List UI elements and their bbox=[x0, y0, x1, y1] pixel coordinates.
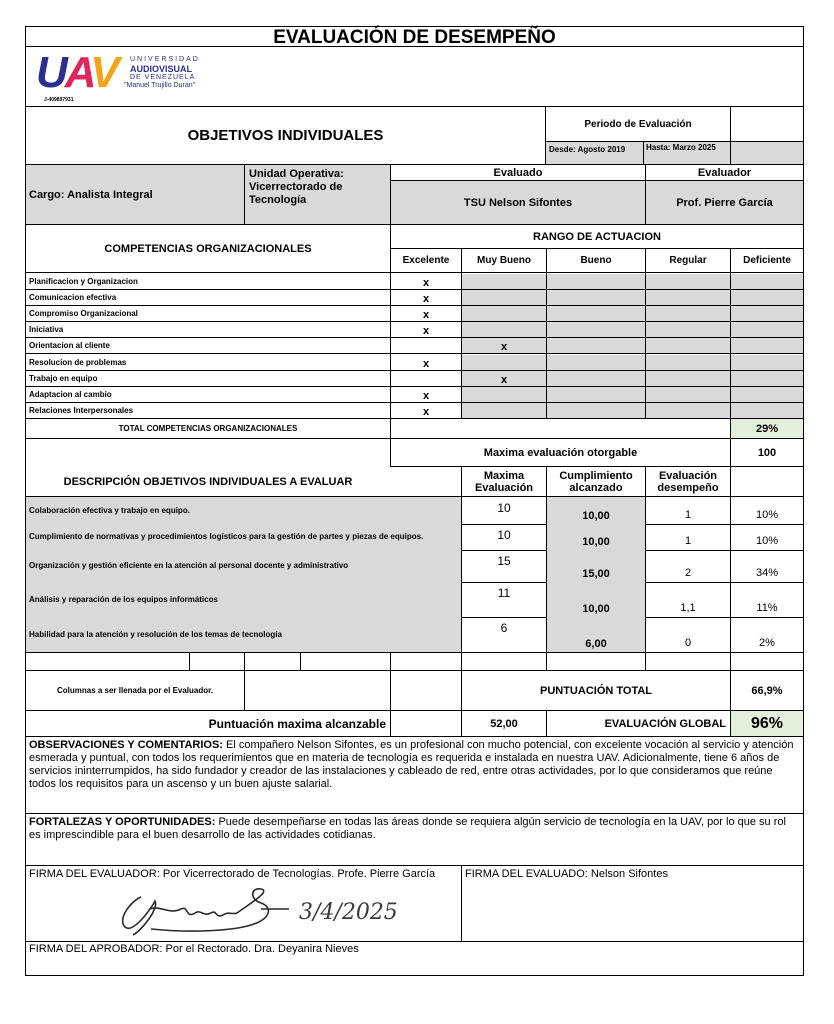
objetivo-porcentaje: 11% bbox=[756, 602, 778, 614]
observaciones-block bbox=[29, 739, 799, 809]
logo-line2: AUDIOVISUAL bbox=[130, 64, 193, 74]
col-evaluacion-desempeno: Evaluación desempeño bbox=[657, 469, 719, 494]
competencia-cell bbox=[731, 290, 803, 305]
objetivo-max: 6 bbox=[500, 621, 508, 635]
objetivo-desc: Colaboración efectiva y trabajo en equipo. bbox=[26, 497, 461, 524]
objetivo-evaluacion: 1 bbox=[684, 509, 692, 521]
observaciones-text: El compañero Nelson Sifontes, es un profesional con mucho potencial, con excelente vocación al servicio y atención esmerada y puntual, con todos los requerimientos que en materia de tecnología es requerida e instalada en nuestra UAV. Adicionalmente, tiene 6 años de servicios ininterrumpidos, ha sido fundador y creador de las instalaciones y cableado de red, entre otras actividades, por lo que consideramos que reúne todos los requisitos para un ascenso y un buen ajuste salarial. bbox=[29, 739, 794, 790]
competencia-cell bbox=[731, 338, 803, 353]
objetivo-porcentaje: 34% bbox=[755, 567, 779, 579]
total-competencias-label: TOTAL COMPETENCIAS ORGANIZACIONALES bbox=[118, 424, 298, 433]
mark-muy-bueno: x bbox=[500, 341, 508, 353]
unidad-operativa: Unidad Operativa: Vicerrectorado de Tecnología bbox=[245, 165, 390, 224]
evaluation-form bbox=[25, 26, 804, 976]
competencia-row bbox=[26, 370, 803, 386]
maxima-otorgable-value: 100 bbox=[757, 446, 777, 459]
objetivos-heading: OBJETIVOS INDIVIDUALES bbox=[187, 127, 384, 144]
competencia-cell bbox=[731, 306, 803, 321]
periodo-desde: Desde: Agosto 2019 bbox=[546, 142, 643, 164]
objetivo-max: 10 bbox=[497, 528, 511, 542]
competencia-name: Adaptacion al cambio bbox=[29, 389, 112, 399]
col-cumplimiento: Cumplimiento alcanzado bbox=[559, 469, 633, 494]
mark-muy-bueno: x bbox=[500, 374, 508, 386]
evaluacion-global-value: 96% bbox=[731, 711, 803, 736]
competencia-row bbox=[26, 354, 803, 370]
competencia-cell bbox=[731, 274, 803, 289]
competencia-name: Trabajo en equipo bbox=[29, 373, 98, 383]
objetivo-evaluacion: 1 bbox=[684, 535, 692, 547]
competencia-cell bbox=[547, 387, 645, 402]
evaluador-name: Prof. Pierre García bbox=[646, 181, 803, 224]
competencia-cell bbox=[547, 338, 645, 353]
fortalezas-label: FORTALEZAS Y OPORTUNIDADES: bbox=[29, 816, 216, 828]
objetivo-row bbox=[26, 550, 803, 582]
objetivo-cumplimiento: 10,00 bbox=[547, 497, 645, 524]
firma-evaluador: FIRMA DEL EVALUADOR: Por Vicerrectorado de Tecnologías. Profe. Pierre García bbox=[29, 868, 436, 880]
logo-line3: DE VENEZUELA bbox=[130, 74, 196, 81]
competencia-cell bbox=[646, 322, 730, 337]
mark-excelente: x bbox=[422, 277, 430, 289]
competencia-name: Comunicacion efectiva bbox=[29, 292, 117, 302]
rango-actuacion: RANGO DE ACTUACION bbox=[533, 230, 661, 243]
competencia-cell bbox=[547, 290, 645, 305]
competencia-row bbox=[26, 289, 803, 305]
mark-excelente: x bbox=[422, 406, 430, 418]
col-maxima-evaluacion: Maxima Evaluación bbox=[474, 469, 534, 494]
fortalezas-block bbox=[29, 816, 799, 856]
periodo-hasta: Hasta: Marzo 2025 bbox=[644, 142, 730, 164]
mark-excelente: x bbox=[422, 390, 430, 402]
competencia-cell bbox=[731, 387, 803, 402]
col-excelente: Excelente bbox=[402, 255, 450, 266]
objetivo-desc: Análisis y reparación de los equipos informáticos bbox=[26, 582, 461, 617]
objetivo-row bbox=[26, 617, 803, 652]
puntuacion-total-value: 66,9% bbox=[751, 684, 783, 697]
competencia-cell bbox=[547, 371, 645, 386]
periodo-empty bbox=[731, 142, 803, 164]
competencia-cell bbox=[646, 371, 730, 386]
competencia-cell bbox=[646, 387, 730, 402]
competencia-name: Orientacion al cliente bbox=[29, 340, 110, 350]
logo-rif: J-409897931 bbox=[44, 97, 74, 103]
competencia-cell bbox=[547, 355, 645, 370]
competencia-row bbox=[26, 337, 803, 353]
objetivo-row bbox=[26, 524, 803, 550]
competencia-name: Iniciativa bbox=[29, 324, 64, 334]
competencia-name: Relaciones Interpersonales bbox=[29, 405, 134, 415]
competencia-row bbox=[26, 386, 803, 402]
competencia-cell bbox=[646, 403, 730, 418]
total-competencias-value: 29% bbox=[731, 419, 803, 438]
logo-letters: UAV bbox=[36, 48, 117, 97]
competencia-name: Compromiso Organizacional bbox=[29, 308, 138, 318]
puntuacion-maxima-label: Puntuación maxima alcanzable bbox=[208, 716, 386, 731]
mark-excelente: x bbox=[422, 358, 430, 370]
evaluado-label: Evaluado bbox=[493, 166, 543, 179]
objetivo-desc: Organización y gestión eficiente en la atención al personal docente y administrativo bbox=[26, 550, 461, 582]
competencia-cell bbox=[731, 403, 803, 418]
columnas-note: Columnas a ser llenada por el Evaluador. bbox=[56, 686, 214, 695]
puntuacion-maxima-value: 52,00 bbox=[490, 717, 518, 730]
uav-logo bbox=[34, 49, 234, 104]
competencias-table bbox=[26, 273, 803, 418]
descripcion-title: DESCRIPCIÓN OBJETIVOS INDIVIDUALES A EVALUAR bbox=[63, 475, 353, 488]
fortalezas-text: Puede desempeñarse en todas las áreas donde se requiera algún servicio de tecnología en la UAV, por lo que su rol es imprescindible para el buen desarrollo de las actividades cotidianas. bbox=[29, 816, 786, 841]
objetivo-evaluacion: 0 bbox=[684, 637, 692, 649]
evaluador-label: Evaluador bbox=[697, 166, 752, 179]
col-regular: Regular bbox=[669, 255, 707, 266]
objetivo-cumplimiento: 10,00 bbox=[547, 582, 645, 617]
competencia-row bbox=[26, 273, 803, 289]
mark-excelente: x bbox=[422, 325, 430, 337]
signature-date: 3/4/2025 bbox=[299, 900, 398, 925]
objetivo-cumplimiento: 15,00 bbox=[547, 550, 645, 582]
objetivo-porcentaje: 10% bbox=[755, 509, 779, 521]
objetivo-max: 10 bbox=[497, 501, 511, 515]
periodo-label: Periodo de Evaluación bbox=[584, 118, 692, 130]
competencia-cell bbox=[731, 371, 803, 386]
logo-line4: "Manuel Trujillo Durán" bbox=[124, 82, 196, 89]
objetivo-desc: Habilidad para la atención y resolución de los temas de tecnología bbox=[26, 617, 461, 652]
competencia-cell bbox=[646, 274, 730, 289]
competencia-row bbox=[26, 305, 803, 321]
puntuacion-total-label: PUNTUACIÓN TOTAL bbox=[539, 684, 653, 697]
cargo: Cargo: Analista Integral bbox=[26, 165, 244, 224]
objetivo-max: 11 bbox=[497, 586, 511, 600]
objetivo-cumplimiento: 10,00 bbox=[547, 524, 645, 550]
competencia-cell bbox=[646, 355, 730, 370]
competencia-name: Resolucion de problemas bbox=[29, 357, 127, 367]
evaluado-name: TSU Nelson Sifontes bbox=[391, 181, 645, 224]
objetivo-evaluacion: 2 bbox=[684, 567, 692, 579]
objetivo-porcentaje: 10% bbox=[755, 535, 779, 547]
objetivo-max: 15 bbox=[497, 554, 511, 568]
col-bueno: Bueno bbox=[580, 255, 612, 266]
evaluacion-global-label: EVALUACIÓN GLOBAL bbox=[604, 717, 726, 730]
firma-aprobador: FIRMA DEL APROBADOR: Por el Rectorado. Dra. Deyanira Nieves bbox=[29, 943, 359, 955]
objetivo-row bbox=[26, 582, 803, 617]
objetivos-rows bbox=[26, 497, 803, 652]
form-title: EVALUACIÓN DE DESEMPEÑO bbox=[273, 27, 556, 48]
competencia-cell bbox=[731, 322, 803, 337]
competencia-row bbox=[26, 321, 803, 337]
mark-excelente: x bbox=[422, 293, 430, 305]
objetivo-row bbox=[26, 497, 803, 524]
col-muy-bueno: Muy Bueno bbox=[477, 255, 531, 266]
competencia-name: Planificacion y Organizacion bbox=[29, 276, 138, 286]
logo-line1: UNIVERSIDAD bbox=[130, 56, 200, 63]
maxima-otorgable-label: Maxima evaluación otorgable bbox=[483, 446, 638, 459]
competencia-cell bbox=[646, 290, 730, 305]
observaciones-label: OBSERVACIONES Y COMENTARIOS: bbox=[29, 739, 223, 751]
col-deficiente: Deficiente bbox=[743, 255, 791, 266]
competencia-cell bbox=[547, 322, 645, 337]
objetivo-porcentaje: 2% bbox=[759, 637, 775, 649]
competencia-cell bbox=[731, 355, 803, 370]
mark-excelente: x bbox=[422, 309, 430, 321]
firma-evaluado: FIRMA DEL EVALUADO: Nelson Sifontes bbox=[465, 868, 668, 880]
evaluator-signature bbox=[111, 879, 411, 939]
competencia-row bbox=[26, 402, 803, 418]
competencia-cell bbox=[547, 274, 645, 289]
objetivo-evaluacion: 1,1 bbox=[680, 602, 696, 614]
objetivo-cumplimiento: 6,00 bbox=[547, 617, 645, 652]
competencia-cell bbox=[547, 403, 645, 418]
objetivo-desc: Cumplimiento de normativas y procedimientos logísticos para la gestión de partes y piezas de equipos. bbox=[26, 524, 461, 550]
competencia-cell bbox=[646, 338, 730, 353]
competencia-cell bbox=[646, 306, 730, 321]
competencias-title: COMPETENCIAS ORGANIZACIONALES bbox=[104, 242, 312, 255]
competencia-cell bbox=[547, 306, 645, 321]
